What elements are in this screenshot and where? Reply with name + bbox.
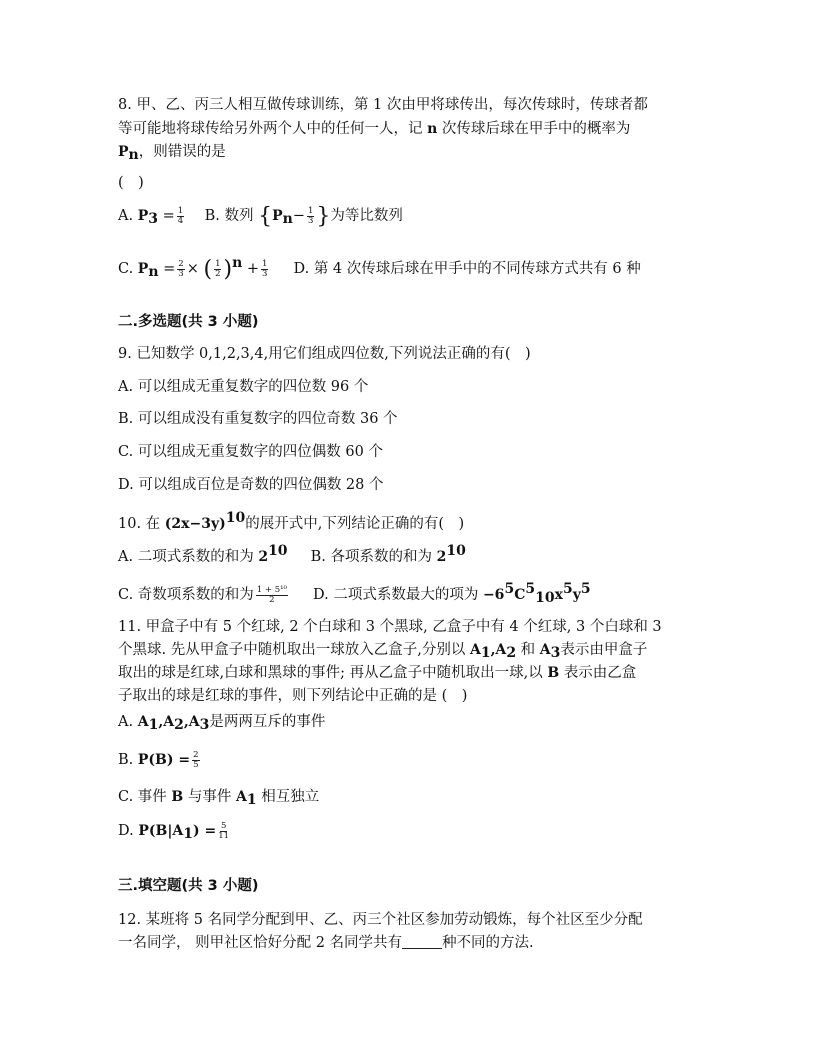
q8-options-cd <box>118 252 641 283</box>
fraction: $\frac{1}{3}$ <box>262 258 268 279</box>
answer-blank[interactable] <box>402 934 442 949</box>
q8-option-d: D. 第 4 次传球后球在甲手中的不同传球方式共有 6 种 <box>293 261 641 277</box>
q11-option-d: D. $P(B|A_1)$ = $\frac{5}{11}$ <box>118 820 230 842</box>
q11-option-c: C. 事件 B 与事件 $A_1$ 相互独立 <box>118 789 320 808</box>
q8-option-a: A. $P_3$ = $\frac{1}{4}$ <box>118 205 184 227</box>
q9-option-b: B. 可以组成没有重复数字的四位奇数 36 个 <box>118 411 398 427</box>
q8-options-ab <box>118 205 403 230</box>
q9-option-d: D. 可以组成百位是奇数的四位偶数 28 个 <box>118 477 384 493</box>
q11-line4: 子取出的球是红球的事件，则下列结论中正确的是 ( ) <box>118 688 468 704</box>
q9-option-a: A. 可以组成无重复数字的四位数 96 个 <box>118 379 369 395</box>
fraction: $\frac{1}{4}$ <box>177 205 184 226</box>
q8-option-b: B. 数列 {$P_n-$ $\frac{1}{3}$ }为等比数列 <box>204 204 403 229</box>
q9-option-c: C. 可以组成无重复数字的四位偶数 60 个 <box>118 444 383 460</box>
q10-option-b: B. 各项系数的和为 $2^{10}$ <box>310 543 466 565</box>
q8-line2: 等可能地将球传给另外两个人中的任何一人，记 n 次传球后球在甲手中的概率为 <box>118 121 631 137</box>
q11-line3: 取出的球是红球,白球和黑球的事件; 再从乙盒子中随机取出一球,以 B 表示由乙盒 <box>118 665 637 681</box>
q12-line1: 12. 某班将 5 名同学分配到甲、乙、丙三个社区参加劳动锻炼，每个社区至少分配 <box>118 912 643 928</box>
fraction: $\frac{\text{1 + 5¹⁰}}{2}$ <box>256 584 287 605</box>
q11-line2: 个黑球. 先从甲盒子中随机取出一球放入乙盒子,分别以 $A_1,A_2$ 和 $A_3$表示由甲盒子 <box>118 642 648 661</box>
q9-stem: 9. 已知数学 0,1,2,3,4,用它们组成四位数,下列说法正确的有( ) <box>118 346 531 362</box>
q11-line1: 11. 甲盒子中有 5 个红球, 2 个白球和 3 个黑球, 乙盒子中有 4 个红球, 3 个白球和 3 <box>118 619 662 635</box>
q11-option-a: A. $A_1,A_2,A_3$是两两互斥的事件 <box>118 714 326 733</box>
fraction: $\frac{1}{2}$ <box>215 258 221 279</box>
q10-option-c: C. 奇数项系数的和为 $\frac{\text{1 + 5¹⁰}}{2}$ <box>118 584 287 605</box>
fraction: $\frac{2}{3}$ <box>178 258 184 279</box>
q10-options-ab <box>118 540 466 568</box>
q8-option-c: C. $P_n$ = $\frac{2}{3}$ × ( $\frac{1}{2}$ )$^n$ + $\frac{1}{3}$ <box>118 255 268 282</box>
q8-line3: $P_n$，则错误的是 <box>118 144 226 163</box>
q8-line1: 8. 甲、乙、丙三人相互做传球训练，第 1 次由甲将球传出，每次传球时，传球者都 <box>118 97 648 113</box>
q10-options-cd <box>118 578 591 609</box>
section-heading-fill-blank: 三.填空题(共 3 小题) <box>118 878 259 894</box>
section-heading-multi-choice: 二.多选题(共 3 小题) <box>118 314 259 330</box>
q12-line2: 一名同学， 则甲社区恰好分配 2 名同学共有 种不同的方法. <box>118 935 534 951</box>
fraction: $\frac{1}{3}$ <box>307 205 314 226</box>
fraction: $\frac{2}{5}$ <box>193 749 199 770</box>
fraction: $\frac{5}{11}$ <box>218 820 230 841</box>
q11-option-b: B. P(B) = $\frac{2}{5}$ <box>118 749 199 770</box>
q10-option-d: D. 二项式系数最大的项为 $-6^5C^5_{10}x^5y^5$ <box>313 581 591 606</box>
q10-stem: 10. 在 $(2x-3y)^{10}$的展开式中,下列结论正确的有( ) <box>118 510 465 532</box>
q10-option-a: A. 二项式系数的和为 $2^{10}$ <box>118 543 288 565</box>
q8-paren: ( ) <box>118 175 144 191</box>
